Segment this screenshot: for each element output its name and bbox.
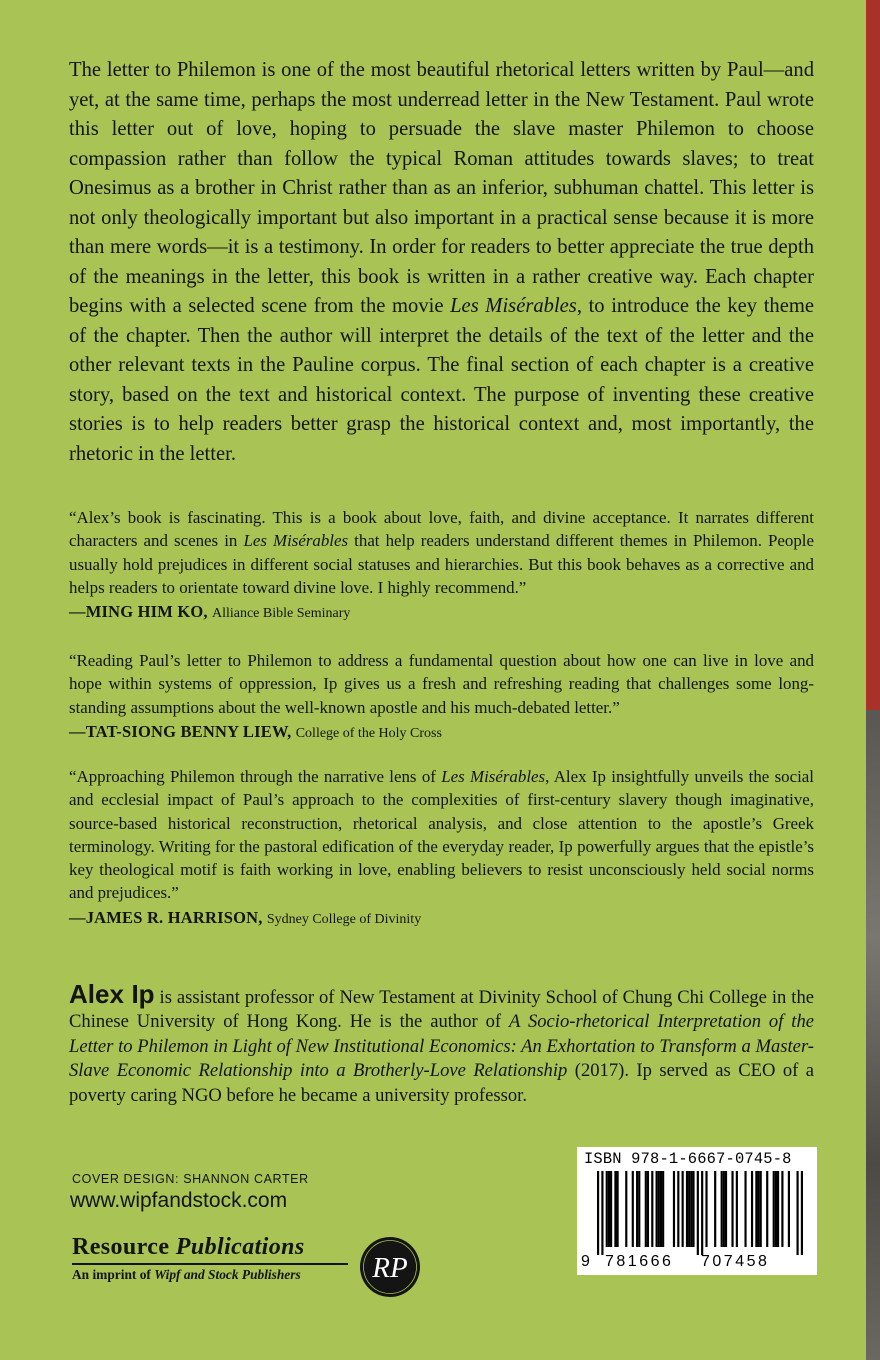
- barcode-bar: [606, 1171, 608, 1247]
- spine-photo-strip: [866, 710, 880, 1360]
- description-part-2: , to introduce the key theme of the chapter. Then the author will interpret the details of the text of the letter and the other relevant texts in the Pauline corpus. The final section of each chapter is a creative story, based on the text and historical context. The purpose of inventing these creative stories is to help readers better grasp the historical context and, most importantly, the rhetoric in the letter.: [69, 295, 815, 465]
- film-title: Les Misérables: [441, 767, 546, 786]
- barcode-guard-bar: [597, 1171, 599, 1255]
- publisher-name: [72, 1234, 348, 1261]
- bio-text: is assistant professor of New Testament at Divinity School of Chung Chi College in the Chinese University of Hong Kong. He is the author of: [69, 987, 814, 1033]
- film-title: Les Misérables: [243, 531, 349, 551]
- bio-text: (2017). Ip served as CEO of a poverty caring NGO before he became a university professor.: [69, 1060, 814, 1106]
- description-part-1: The letter to Philemon is one of the most beautiful rhetorical letters written by Paul—and yet, at the same time, perhaps the most underread letter in the New Testament. Paul wrote this letter out of love, hoping to persuade the slave master Philemon to choose compassion rather than follow the typical Roman attitudes towards slaves; to treat Onesimus as a brother in Christ rather than as an inferior, subhuman chattel. This letter is not only theologically important but also important in a practical sense because it is more than mere words—it is a testimony. In order for readers to better appreciate the true depth of the meanings in the letter, this book is written in a rather creative way. Each chapter begins with a selected scene from the movie: [69, 59, 814, 317]
- endorsement-text: “Approaching Philemon through the narrative lens of: [69, 767, 442, 786]
- barcode-bar: [736, 1171, 738, 1247]
- cover-design-credit: COVER DESIGN: SHANNON CARTER: [72, 1172, 309, 1186]
- barcode-bar: [690, 1171, 692, 1247]
- barcode-digits-right: 707458: [701, 1253, 770, 1270]
- endorsement-ko: [69, 506, 814, 625]
- barcode-bar: [775, 1171, 777, 1247]
- endorser-name: —JAMES R. HARRISON,: [69, 907, 263, 927]
- barcode-guard-bar: [697, 1171, 699, 1255]
- barcode-digits: [577, 1253, 817, 1273]
- barcode-bar: [610, 1171, 612, 1247]
- endorsement-text: “Alex’s book is fascinating. This is a book about love, faith, and divine acceptance. It narrates different characters and scenes in: [69, 508, 814, 551]
- isbn-barcode: [577, 1147, 817, 1275]
- isbn-number: ISBN 978-1-6667-0745-8: [584, 1150, 792, 1168]
- endorsement-attribution: [69, 600, 814, 625]
- publisher-rule: [72, 1263, 348, 1265]
- barcode-bar: [662, 1171, 664, 1247]
- barcode-bar: [651, 1171, 653, 1247]
- barcode-bar: [766, 1171, 768, 1247]
- barcode-guard-bar: [796, 1171, 798, 1255]
- imprint-parent: Wipf and Stock Publishers: [154, 1266, 301, 1282]
- barcode-bar: [788, 1171, 790, 1247]
- barcode-bar: [723, 1171, 725, 1247]
- endorsement-text: “Reading Paul’s letter to Philemon to address a fundamental question about how one can live in love and hope within systems of oppression, Ip gives us a fresh and refreshing reading that challenges some long-standing assumptions about the well-known apostle and his much-debated letter.”: [69, 651, 814, 717]
- barcode-bar: [617, 1171, 619, 1247]
- barcode-bar: [614, 1171, 616, 1247]
- barcode-bar: [686, 1171, 688, 1247]
- barcode-bar: [647, 1171, 649, 1247]
- endorsement-text: that help readers understand different themes in Philemon. People usually hold prejudices in different social statuses and hierarchies. But this book behaves as a corrective and helps readers to orientate toward divine love. I highly recommend.”: [69, 531, 814, 597]
- endorsement-liew: [69, 649, 814, 745]
- previous-book-title: A Socio-rhetorical Interpretation of the Letter to Philemon in Light of New Institutional Economics: An Exhortation to Transform a Master-Slave Economic Relationship into a Brotherly-Love Relationship: [69, 1011, 814, 1082]
- barcode-bar: [781, 1171, 783, 1247]
- barcode-bar: [638, 1171, 640, 1247]
- barcode-bar: [658, 1171, 660, 1247]
- barcode-bar: [757, 1171, 759, 1247]
- endorsement-attribution: [69, 720, 814, 745]
- barcode-bar: [632, 1171, 634, 1247]
- barcode-bar: [755, 1171, 757, 1247]
- film-title: Les Misérables: [450, 295, 577, 317]
- barcode-guard-bar: [801, 1171, 803, 1255]
- barcode-bar: [721, 1171, 723, 1247]
- endorser-affiliation: Sydney College of Divinity: [266, 911, 422, 927]
- barcode-digits-left: 781666: [605, 1253, 674, 1270]
- spine-red-strip: [866, 0, 880, 710]
- barcode-bars: [597, 1171, 803, 1255]
- barcode-bar: [705, 1171, 707, 1247]
- barcode-digit-first: 9: [581, 1253, 593, 1270]
- barcode-bar: [760, 1171, 762, 1247]
- barcode-bar: [751, 1171, 753, 1247]
- publisher-block: [72, 1234, 348, 1283]
- author-name: Alex Ip: [69, 979, 155, 1009]
- endorser-affiliation: College of the Holy Cross: [295, 725, 442, 741]
- barcode-guard-bar: [601, 1171, 603, 1255]
- publisher-name-word-italic: Publications: [175, 1234, 305, 1260]
- book-description: [69, 56, 814, 469]
- barcode-bar: [625, 1171, 627, 1247]
- barcode-bar: [656, 1171, 658, 1247]
- barcode-guard-bar: [701, 1171, 703, 1255]
- barcode-bar: [714, 1171, 716, 1247]
- barcode-bar: [636, 1171, 638, 1247]
- barcode-bar: [731, 1171, 733, 1247]
- barcode-bar: [608, 1171, 610, 1247]
- endorsement-attribution: [69, 906, 814, 931]
- endorsement-harrison: [69, 765, 814, 931]
- barcode-bar: [744, 1171, 746, 1247]
- endorsement-text: , Alex Ip insightfully unveils the social and ecclesial impact of Paul’s approach to the complexities of first-century slavery though imaginative, source-based historical reconstruction, rhetorical analysis, and close attention to the apostle’s Greek terminology. Writing for the pastoral edification of the everyday reader, Ip powerfully argues that the epistle’s key theological motif is faith working in love, enabling believers to resist unconsciously held social norms and prejudices.”: [69, 767, 814, 903]
- imprint-prefix: An imprint of: [72, 1266, 155, 1282]
- barcode-bar: [688, 1171, 690, 1247]
- barcode-bar: [660, 1171, 662, 1247]
- barcode-bar: [777, 1171, 779, 1247]
- publisher-website: www.wipfandstock.com: [70, 1189, 288, 1212]
- barcode-bar: [692, 1171, 694, 1247]
- rp-monogram-icon: [359, 1236, 421, 1298]
- publisher-name-word: Resource: [72, 1234, 176, 1260]
- barcode-bar: [682, 1171, 684, 1247]
- barcode-bar: [645, 1171, 647, 1247]
- barcode-bar: [725, 1171, 727, 1247]
- author-bio: [69, 979, 814, 1108]
- endorser-name: —TAT-SIONG BENNY LIEW,: [69, 721, 292, 741]
- endorser-name: —MING HIM KO,: [69, 602, 208, 622]
- rp-monogram-letters: RP: [372, 1252, 408, 1284]
- endorser-affiliation: Alliance Bible Seminary: [211, 606, 351, 622]
- publisher-imprint: [72, 1267, 348, 1283]
- barcode-bar: [773, 1171, 775, 1247]
- barcode-bar: [677, 1171, 679, 1247]
- barcode-bar: [673, 1171, 675, 1247]
